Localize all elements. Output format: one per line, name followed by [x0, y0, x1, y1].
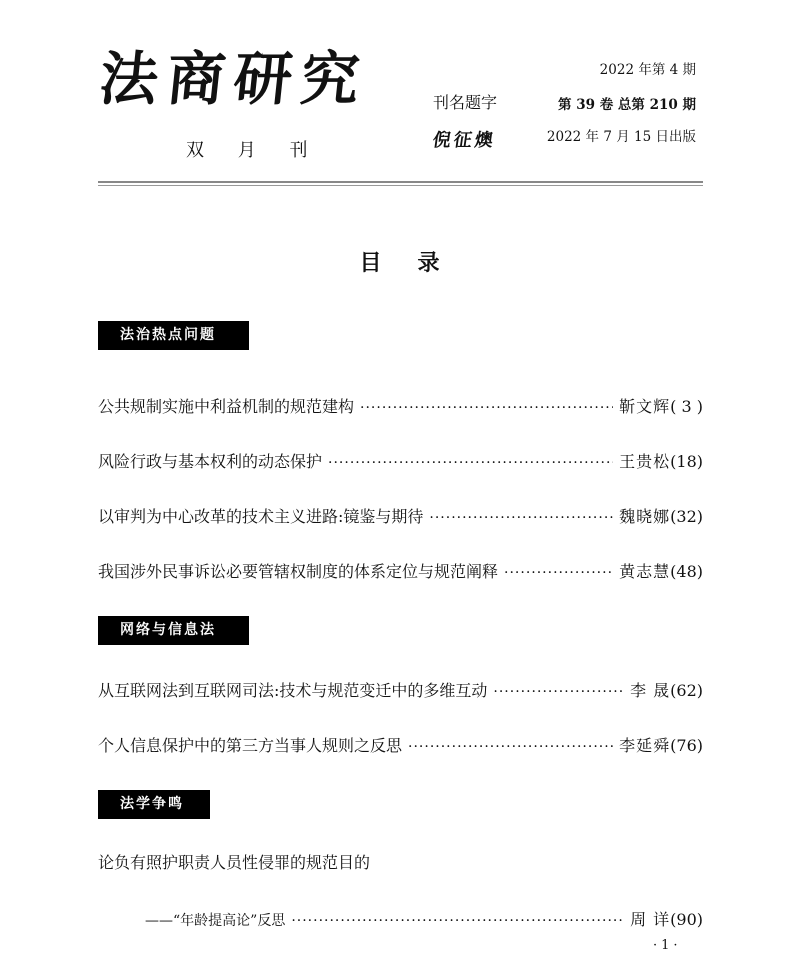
leader-dots: [493, 681, 624, 703]
section-label-hot-topics: 法治热点问题: [98, 321, 249, 350]
toc-entry[interactable]: [98, 680, 703, 703]
calligraphy-caption: 刊名题字: [433, 93, 498, 112]
entry-author: 周 详: [630, 910, 671, 929]
leader-dots: [328, 452, 613, 474]
journal-title: 法商研究: [96, 45, 372, 113]
toc-entry[interactable]: [98, 451, 703, 474]
volume-number: 第 39 卷 总第 210 期: [558, 97, 696, 113]
entry-subtitle: ——“年龄提高论”反思: [145, 913, 286, 929]
entry-page: (32): [670, 507, 703, 526]
toc-entry[interactable]: [98, 396, 703, 419]
entry-author: 李延舜: [619, 736, 671, 755]
entry-title: 从互联网法到互联网司法:技术与规范变迁中的多维互动: [98, 681, 488, 700]
publish-date: 2022 年 7 月 15 日出版: [546, 129, 696, 145]
toc-entry-title[interactable]: 论负有照护职责人员性侵罪的规范目的: [98, 853, 371, 872]
entry-title: 以审判为中心改革的技术主义进路:镜鉴与期待: [98, 507, 424, 526]
section-label-internet-law: 网络与信息法: [98, 616, 249, 645]
toc-entry[interactable]: [145, 909, 703, 932]
leader-dots: [429, 507, 613, 529]
toc-entry[interactable]: [98, 561, 703, 584]
leader-dots: [504, 562, 613, 584]
toc-entry[interactable]: [98, 506, 703, 529]
entry-author: 黄志慧: [619, 562, 671, 581]
entry-author: 靳文辉: [619, 397, 671, 416]
entry-author: 魏晓娜: [619, 507, 671, 526]
header-divider: [98, 181, 703, 186]
entry-page: (18): [670, 452, 703, 471]
journal-frequency: 双 月 刊: [186, 140, 322, 161]
entry-title: 公共规制实施中利益机制的规范建构: [98, 397, 355, 416]
entry-page: (48): [670, 562, 703, 581]
entry-page: (76): [670, 736, 703, 755]
issue-number: 2022 年第 4 期: [599, 62, 696, 78]
calligraphy-signature: 倪征燠: [431, 130, 498, 151]
entry-author: 王贵松: [619, 452, 671, 471]
page-number: ·1·: [653, 938, 682, 953]
section-label-legal-debate: 法学争鸣: [98, 790, 210, 819]
toc-heading: 目录: [359, 250, 476, 276]
toc-entry[interactable]: [98, 735, 703, 758]
entry-title: 我国涉外民事诉讼必要管辖权制度的体系定位与规范阐释: [98, 562, 499, 581]
entry-title: 风险行政与基本权利的动态保护: [98, 452, 323, 471]
leader-dots: [360, 397, 613, 419]
leader-dots: [291, 910, 624, 932]
entry-page: (90): [670, 910, 703, 929]
entry-title: 个人信息保护中的第三方当事人规则之反思: [98, 736, 403, 755]
entry-page: (62): [670, 681, 703, 700]
leader-dots: [408, 736, 613, 758]
entry-page: ( 3 ): [670, 397, 703, 416]
entry-author: 李 晟: [630, 681, 671, 700]
